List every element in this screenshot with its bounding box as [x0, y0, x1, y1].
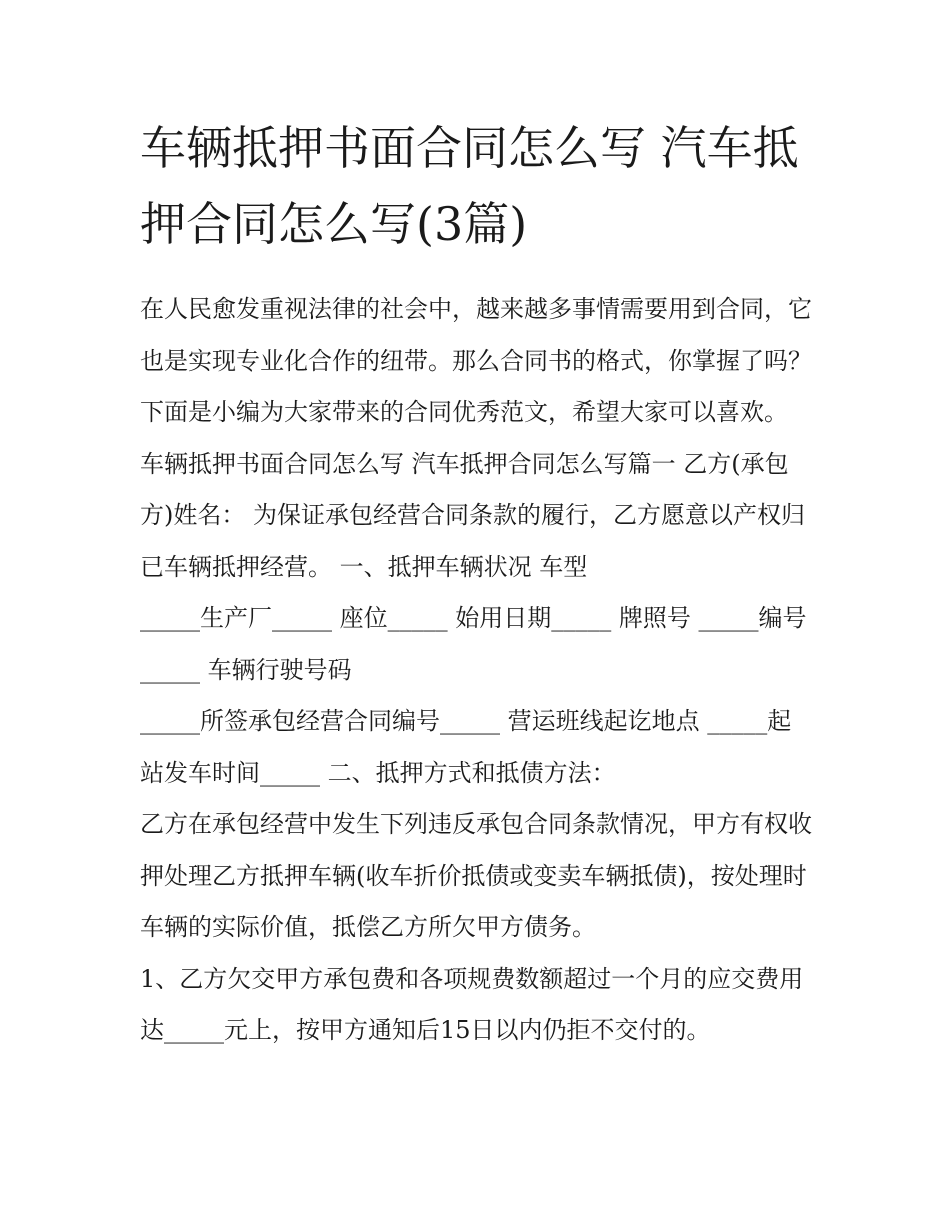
- document-body: [140, 110, 812, 1057]
- paragraph-contract-heading: 车辆抵押书面合同怎么写 汽车抵押合同怎么写篇一 乙方(承包方)姓名： 为保证承包经营合同条款的履行，乙方愿意以产权归已车辆抵押经营。 一、抵押车辆状况 车型: [140, 449, 805, 581]
- paragraph-contract-fields: _____所签承包经营合同编号_____ 营运班线起讫地点 _____起站发车时间_____ 二、抵押方式和抵债方法：: [140, 707, 792, 787]
- paragraph-intro: 在人民愈发重视法律的社会中，越来越多事情需要用到合同，它也是实现专业化合作的纽带。那么合同书的格式，你掌握了吗？下面是小编为大家带来的合同优秀范文，希望大家可以喜欢。: [140, 295, 812, 426]
- paragraph-clause-1: 1、乙方欠交甲方承包费和各项规费数额超过一个月的应交费用达_____元上，按甲方通知后15日以内仍拒不交付的。: [140, 964, 804, 1044]
- paragraph-vehicle-fields: _____生产厂_____ 座位_____ 始用日期_____ 牌照号 _____编号 _____ 车辆行驶号码: [140, 604, 807, 684]
- paragraph-mortgage-terms: 乙方在承包经营中发生下列违反承包合同条款情况，甲方有权收押处理乙方抵押车辆(收车折价抵债或变卖车辆抵债)，按处理时车辆的实际价值，抵偿乙方所欠甲方债务。: [140, 810, 812, 941]
- document-title: 车辆抵押书面合同怎么写 汽车抵押合同怎么写(3篇): [140, 121, 799, 251]
